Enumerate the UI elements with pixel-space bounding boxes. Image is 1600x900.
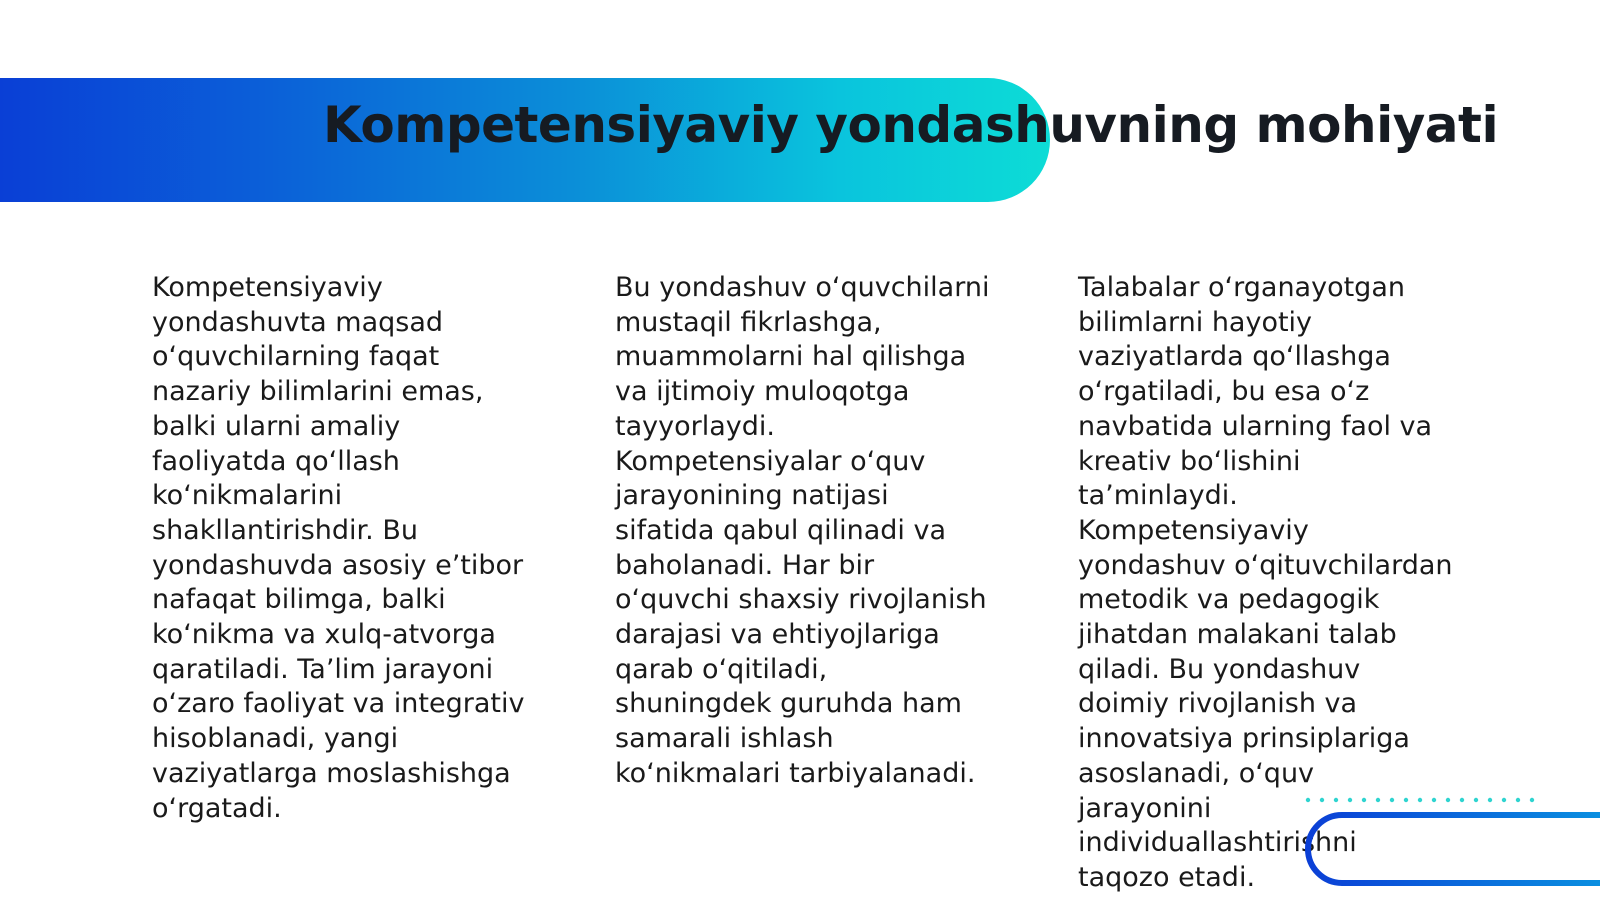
text-column-2: Bu yondashuv o‘quvchilarni mustaqil fikrlashga, muammolarni hal qilishga va ijtimoiy muloqotga tayyorlaydi. Kompetensiyalar o‘quv jarayonining natijasi sifatida qabul qilinadi va baholanadi. Har bir o‘quvchi shaxsiy rivojlanish darajasi va ehtiyojlariga qarab o‘qitiladi, shuningdek guruhda ham samarali ishlash ko‘nikmalari tarbiyalanadi. <box>615 272 990 789</box>
slide-title: Kompetensiyaviy yondashuvning mohiyati <box>323 96 1499 154</box>
text-column-1: Kompetensiyaviy yondashuvta maqsad o‘quvchilarning faqat nazariy bilimlarini emas, balki ularni amaliy faoliyatda qo‘llash ko‘nikmalarini shakllantirishdir. Bu yondashuvda asosiy e’tibor nafaqat bilimga, balki ko‘nikma va xulq-atvorga qaratiladi. Ta’lim jarayoni o‘zaro faoliyat va integrativ hisoblanadi, yangi vaziyatlarga moslashishga o‘rgatadi. <box>152 272 525 824</box>
text-column-3: Talabalar o‘rganayotgan bilimlarni hayotiy vaziyatlarda qo‘llashga o‘rgatiladi, bu esa o‘z navbatida ularning faol va kreativ bo‘lishini ta’minlaydi. Kompetensiyaviy yondashuv o‘qituvchilardan metodik va pedagogik jihatdan malakani talab qiladi. Bu yondashuv doimiy rivojlanish va innovatsiya prinsiplariga asoslanadi, o‘quv jarayonini individuallashtirishni taqozo etadi. <box>1078 272 1453 893</box>
